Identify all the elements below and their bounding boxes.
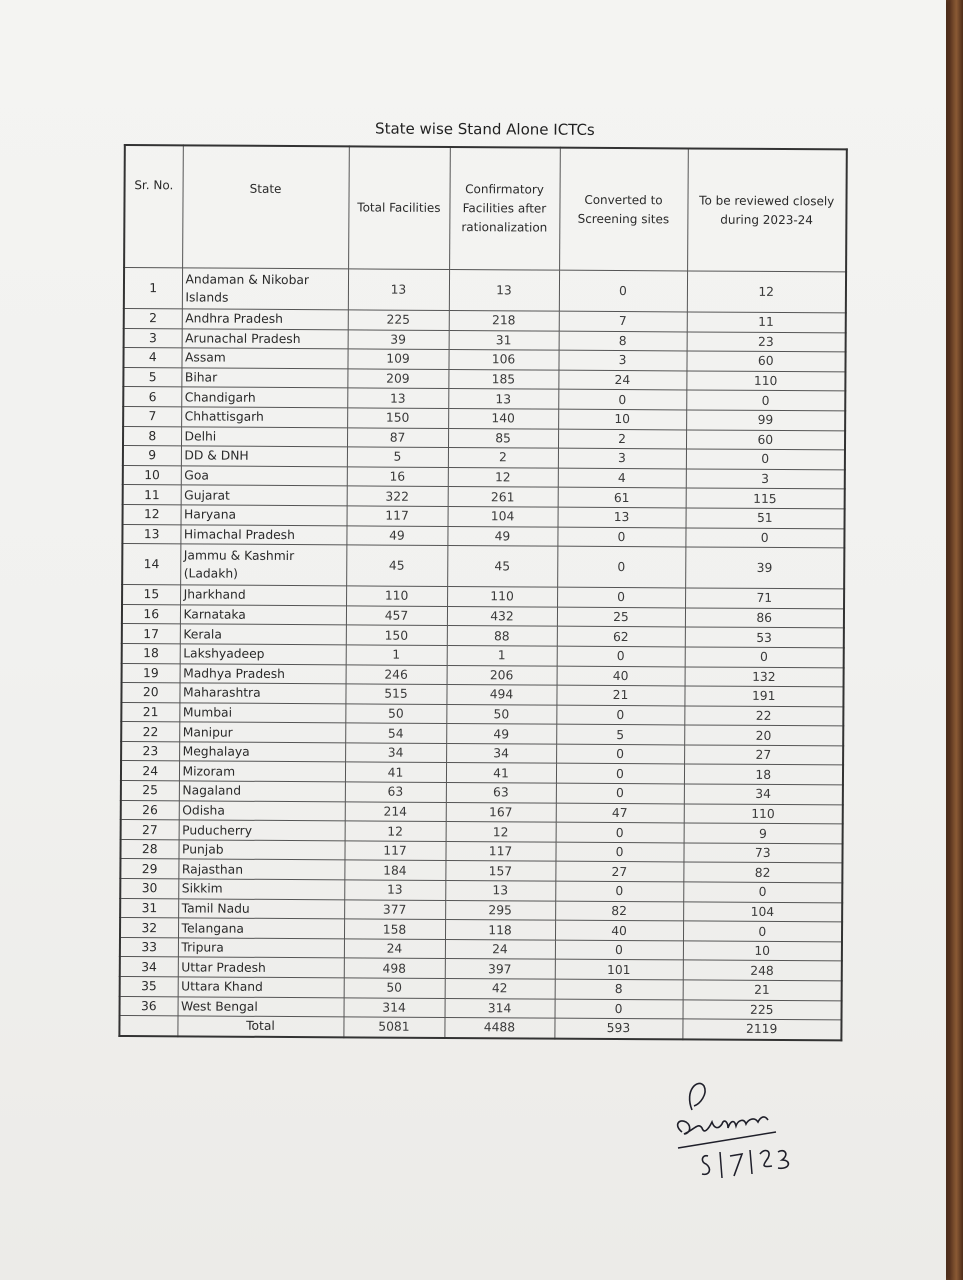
row-converted: 0 — [559, 270, 687, 312]
row-state-name: Sikkim — [178, 879, 344, 900]
row-review: 99 — [686, 410, 845, 431]
table-body — [120, 268, 847, 1021]
row-review: 71 — [685, 588, 844, 609]
row-state-name: Jammu & Kashmir (Ladakh) — [180, 544, 346, 586]
row-total-facilities: 13 — [348, 269, 449, 311]
row-review: 21 — [683, 980, 842, 1001]
row-confirmatory: 1 — [447, 645, 557, 665]
row-total-facilities: 214 — [345, 802, 446, 822]
row-total-facilities: 158 — [344, 919, 445, 939]
row-state-name: Uttara Khand — [178, 977, 344, 998]
row-sr-no: 13 — [122, 524, 180, 544]
row-state-name: Manipur — [179, 722, 345, 743]
row-converted: 0 — [556, 764, 684, 784]
row-confirmatory: 45 — [447, 546, 557, 588]
row-converted: 0 — [557, 587, 685, 607]
row-converted: 0 — [556, 705, 684, 725]
row-review: 104 — [683, 902, 842, 923]
row-converted: 3 — [558, 448, 686, 468]
row-total-facilities: 110 — [346, 586, 447, 606]
row-review: 27 — [684, 745, 843, 766]
row-converted: 0 — [556, 822, 684, 842]
row-state-name: Tamil Nadu — [178, 898, 344, 919]
row-confirmatory: 397 — [445, 959, 555, 979]
row-review: 39 — [685, 547, 844, 589]
row-converted: 0 — [557, 646, 685, 666]
handwritten-signature — [664, 1070, 814, 1200]
row-total-facilities: 314 — [344, 997, 445, 1017]
row-sr-no: 34 — [120, 957, 178, 977]
row-sr-no: 5 — [123, 367, 181, 387]
row-converted: 8 — [555, 979, 683, 999]
ictc-table — [118, 144, 847, 1041]
row-converted: 82 — [555, 901, 683, 921]
row-review: 86 — [685, 608, 844, 629]
row-total-facilities: 50 — [344, 978, 445, 998]
row-sr-no: 10 — [123, 465, 181, 485]
header-review: To be reviewed closely during 2023-24 — [687, 148, 847, 271]
row-confirmatory: 13 — [445, 881, 555, 901]
row-review: 0 — [686, 390, 845, 411]
row-sr-no: 4 — [123, 348, 181, 368]
row-confirmatory: 295 — [445, 900, 555, 920]
row-converted: 0 — [555, 999, 683, 1019]
row-confirmatory: 2 — [448, 448, 558, 468]
row-confirmatory: 49 — [447, 526, 557, 546]
row-state-name: Uttar Pradesh — [178, 957, 344, 978]
row-state-name: Mumbai — [179, 703, 345, 724]
row-state-name: Karnataka — [180, 605, 346, 626]
row-sr-no: 36 — [120, 996, 178, 1016]
row-converted: 40 — [555, 920, 683, 940]
table-header-row — [124, 145, 847, 272]
row-sr-no: 11 — [123, 485, 181, 505]
total-sr-cell — [119, 1016, 177, 1036]
row-total-facilities: 5 — [347, 447, 448, 467]
row-converted: 4 — [558, 468, 686, 488]
row-total-facilities: 24 — [344, 939, 445, 959]
row-review: 12 — [687, 271, 846, 313]
total-review-sum: 2119 — [682, 1019, 841, 1040]
row-review: 0 — [683, 882, 842, 903]
row-sr-no: 26 — [121, 800, 179, 820]
row-review: 0 — [686, 449, 845, 470]
row-review: 53 — [685, 627, 844, 648]
row-converted: 3 — [558, 350, 686, 370]
row-review: 20 — [684, 725, 843, 746]
row-confirmatory: 31 — [449, 330, 559, 350]
row-sr-no: 15 — [122, 585, 180, 605]
row-state-name: Chandigarh — [181, 387, 347, 408]
row-review: 225 — [683, 1000, 842, 1021]
row-confirmatory: 106 — [448, 350, 558, 370]
total-facilities-sum: 5081 — [343, 1017, 444, 1038]
row-total-facilities: 16 — [347, 467, 448, 487]
row-total-facilities: 109 — [347, 349, 448, 369]
row-total-facilities: 209 — [347, 369, 448, 389]
row-sr-no: 14 — [122, 544, 180, 585]
row-confirmatory: 34 — [446, 743, 556, 763]
row-state-name: DD & DNH — [181, 446, 347, 467]
table-total-row — [119, 1016, 841, 1041]
row-confirmatory: 63 — [446, 783, 556, 803]
row-confirmatory: 261 — [448, 487, 558, 507]
row-confirmatory: 24 — [445, 939, 555, 959]
row-total-facilities: 63 — [345, 782, 446, 802]
row-confirmatory: 13 — [448, 389, 558, 409]
row-sr-no: 8 — [123, 426, 181, 446]
row-sr-no: 32 — [120, 918, 178, 938]
row-sr-no: 29 — [120, 859, 178, 879]
row-review: 3 — [686, 469, 845, 490]
document-sheet — [118, 118, 846, 1041]
row-converted: 0 — [556, 783, 684, 803]
row-review: 0 — [685, 647, 844, 668]
table-row — [122, 544, 844, 589]
row-confirmatory: 218 — [449, 310, 559, 330]
row-sr-no: 25 — [121, 781, 179, 801]
row-state-name: Haryana — [181, 505, 347, 526]
row-state-name: Jharkhand — [180, 585, 346, 606]
row-state-name: Delhi — [181, 426, 347, 447]
row-total-facilities: 34 — [345, 743, 446, 763]
row-sr-no: 17 — [122, 624, 180, 644]
row-review: 34 — [684, 784, 843, 805]
row-converted: 2 — [558, 429, 686, 449]
row-confirmatory: 85 — [448, 428, 558, 448]
row-confirmatory: 118 — [445, 920, 555, 940]
row-confirmatory: 432 — [447, 606, 557, 626]
row-state-name: Meghalaya — [179, 742, 345, 763]
row-total-facilities: 12 — [345, 821, 446, 841]
row-state-name: Goa — [181, 466, 347, 487]
row-review: 9 — [684, 823, 843, 844]
row-sr-no: 12 — [123, 504, 181, 524]
row-total-facilities: 13 — [344, 880, 445, 900]
row-sr-no: 19 — [122, 663, 180, 683]
row-review: 82 — [683, 862, 842, 883]
row-review: 0 — [685, 527, 844, 548]
row-total-facilities: 13 — [347, 388, 448, 408]
row-state-name: Nagaland — [179, 781, 345, 802]
row-converted: 13 — [558, 507, 686, 527]
row-state-name: Telangana — [178, 918, 344, 939]
row-state-name: Andaman & Nikobar Islands — [182, 268, 348, 310]
row-converted: 24 — [558, 370, 686, 390]
row-state-name: Mizoram — [179, 761, 345, 782]
row-sr-no: 1 — [124, 268, 182, 309]
row-state-name: Gujarat — [181, 485, 347, 506]
header-total-facilities: Total Facilities — [348, 146, 450, 269]
row-converted: 7 — [559, 311, 687, 331]
row-converted: 0 — [555, 881, 683, 901]
row-sr-no: 20 — [121, 683, 179, 703]
row-review: 18 — [684, 764, 843, 785]
total-confirmatory-sum: 4488 — [444, 1018, 554, 1039]
row-state-name: Lakshyadeep — [180, 644, 346, 665]
row-review: 0 — [683, 921, 842, 942]
row-sr-no: 24 — [121, 761, 179, 781]
row-converted: 25 — [557, 607, 685, 627]
row-converted: 101 — [555, 960, 683, 980]
row-total-facilities: 54 — [345, 723, 446, 743]
row-sr-no: 2 — [124, 309, 182, 329]
row-sr-no: 33 — [120, 937, 178, 957]
row-converted: 0 — [557, 527, 685, 547]
row-state-name: Kerala — [180, 624, 346, 645]
row-total-facilities: 87 — [347, 427, 448, 447]
row-confirmatory: 42 — [445, 978, 555, 998]
row-review: 110 — [684, 804, 843, 825]
row-converted: 0 — [558, 390, 686, 410]
row-state-name: Chhattisgarh — [181, 407, 347, 428]
row-confirmatory: 494 — [446, 685, 556, 705]
row-confirmatory: 41 — [446, 763, 556, 783]
row-state-name: Rajasthan — [178, 859, 344, 880]
row-total-facilities: 45 — [346, 545, 447, 587]
row-review: 132 — [685, 666, 844, 687]
row-state-name: Himachal Pradesh — [180, 524, 346, 545]
row-total-facilities: 39 — [348, 329, 449, 349]
row-review: 110 — [686, 371, 845, 392]
row-state-name: Maharashtra — [179, 683, 345, 704]
row-confirmatory: 167 — [446, 802, 556, 822]
row-state-name: Assam — [181, 348, 347, 369]
row-state-name: Andhra Pradesh — [182, 309, 348, 330]
row-converted: 0 — [556, 744, 684, 764]
document-title: State wise Stand Alone ICTCs — [375, 119, 595, 139]
row-total-facilities: 377 — [344, 899, 445, 919]
row-review: 11 — [687, 312, 846, 333]
row-sr-no: 16 — [122, 604, 180, 624]
row-confirmatory: 110 — [447, 587, 557, 607]
row-total-facilities: 41 — [345, 762, 446, 782]
row-total-facilities: 457 — [346, 606, 447, 626]
row-converted: 21 — [556, 685, 684, 705]
row-review: 60 — [686, 430, 845, 451]
row-total-facilities: 184 — [344, 860, 445, 880]
row-converted: 62 — [557, 626, 685, 646]
row-total-facilities: 498 — [344, 958, 445, 978]
row-converted: 5 — [556, 724, 684, 744]
row-total-facilities: 117 — [344, 841, 445, 861]
row-sr-no: 21 — [121, 702, 179, 722]
row-converted: 47 — [556, 803, 684, 823]
row-converted: 27 — [555, 862, 683, 882]
row-review: 23 — [687, 332, 846, 353]
row-state-name: Madhya Pradesh — [180, 663, 346, 684]
row-sr-no: 28 — [120, 839, 178, 859]
row-state-name: West Bengal — [178, 996, 344, 1017]
row-total-facilities: 117 — [347, 506, 448, 526]
header-sr-no: Sr. No. — [124, 145, 183, 268]
row-review: 60 — [686, 351, 845, 372]
row-total-facilities: 50 — [345, 704, 446, 724]
row-confirmatory: 12 — [446, 822, 556, 842]
header-state: State — [182, 145, 349, 269]
total-converted-sum: 593 — [554, 1018, 682, 1039]
row-state-name: Bihar — [181, 368, 347, 389]
row-sr-no: 7 — [123, 406, 181, 426]
header-converted: Converted to Screening sites — [559, 148, 688, 271]
row-converted: 40 — [557, 666, 685, 686]
row-confirmatory: 12 — [448, 467, 558, 487]
header-confirmatory: Confirmatory Facilities after rationalization — [449, 147, 560, 270]
row-sr-no: 23 — [121, 741, 179, 761]
row-converted: 8 — [559, 331, 687, 351]
row-state-name: Tripura — [178, 938, 344, 959]
row-confirmatory: 50 — [446, 704, 556, 724]
row-review: 115 — [686, 488, 845, 509]
row-total-facilities: 150 — [347, 408, 448, 428]
row-total-facilities: 1 — [346, 645, 447, 665]
row-total-facilities: 515 — [345, 684, 446, 704]
row-confirmatory: 104 — [448, 506, 558, 526]
row-sr-no: 3 — [124, 328, 182, 348]
row-total-facilities: 49 — [346, 525, 447, 545]
row-confirmatory: 13 — [449, 269, 559, 311]
row-sr-no: 31 — [120, 898, 178, 918]
row-confirmatory: 157 — [445, 861, 555, 881]
row-total-facilities: 150 — [346, 625, 447, 645]
row-confirmatory: 117 — [445, 841, 555, 861]
table-row — [124, 268, 846, 313]
row-sr-no: 9 — [123, 446, 181, 466]
row-total-facilities: 322 — [347, 486, 448, 506]
row-review: 248 — [683, 960, 842, 981]
row-confirmatory: 314 — [445, 998, 555, 1018]
row-converted: 0 — [555, 842, 683, 862]
row-confirmatory: 185 — [448, 369, 558, 389]
row-total-facilities: 225 — [348, 310, 449, 330]
row-confirmatory: 206 — [447, 665, 557, 685]
row-sr-no: 22 — [121, 722, 179, 742]
row-converted: 61 — [558, 488, 686, 508]
row-confirmatory: 49 — [446, 724, 556, 744]
row-converted: 0 — [555, 940, 683, 960]
row-sr-no: 6 — [123, 387, 181, 407]
row-state-name: Puducherry — [179, 820, 345, 841]
row-confirmatory: 88 — [447, 626, 557, 646]
row-review: 191 — [684, 686, 843, 707]
row-sr-no: 30 — [120, 879, 178, 899]
row-sr-no: 27 — [121, 820, 179, 840]
row-state-name: Punjab — [178, 840, 344, 861]
row-converted: 10 — [558, 409, 686, 429]
row-converted: 0 — [557, 546, 685, 588]
row-sr-no: 35 — [120, 976, 178, 996]
row-sr-no: 18 — [122, 643, 180, 663]
row-review: 22 — [684, 706, 843, 727]
total-label: Total — [177, 1016, 343, 1037]
row-review: 51 — [686, 508, 845, 529]
row-confirmatory: 140 — [448, 408, 558, 428]
row-review: 73 — [683, 843, 842, 864]
row-state-name: Odisha — [179, 801, 345, 822]
row-state-name: Arunachal Pradesh — [182, 328, 348, 349]
row-total-facilities: 246 — [346, 664, 447, 684]
row-review: 10 — [683, 941, 842, 962]
